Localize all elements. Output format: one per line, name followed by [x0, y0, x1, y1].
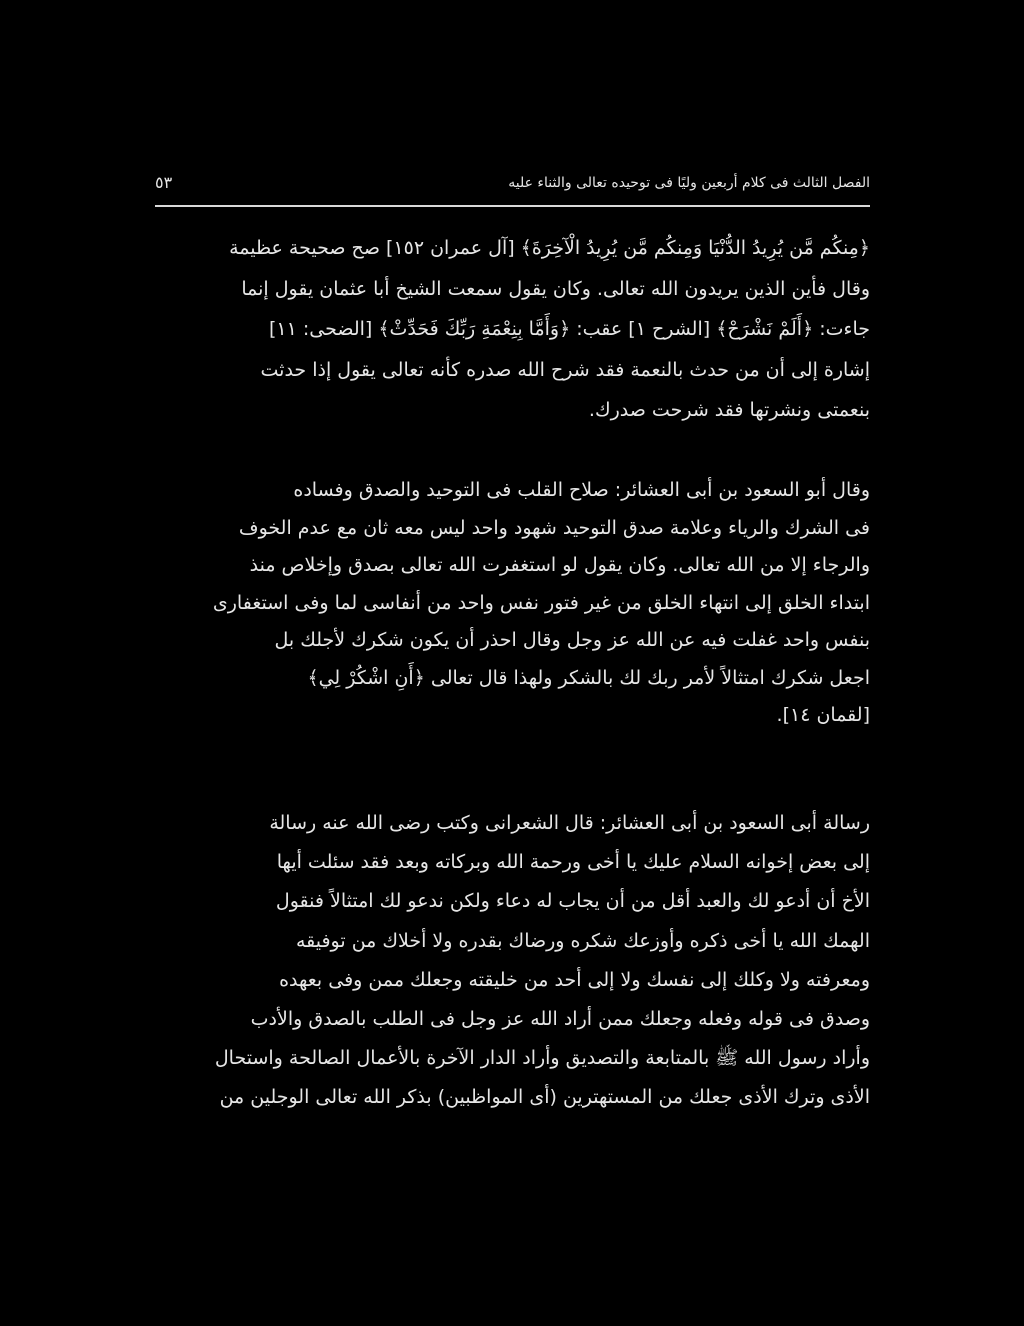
- paragraph-text: رسالة أبى السعود بن أبى العشائر: قال الشعرانى وكتب رضى الله عنه رسالة إلى بعض إخوانه السلام عليك يا أخى ورحمة الله وبركاته وبعد فقد سئلت أيها الأخ أن أدعو لك والعبد أقل من أن يجاب له دعاء ولكن ندعو لك امتثالاً فنقول الهمك الله يا أخى ذكره وأوزعك شكره ورضاك بقدره ولا أخلاك من توفيقه ومعرفته ولا وكلك إلى نفسك ولا إلى أحد من خليقته وجعلك ممن وفى بعهده وصدق فى قوله وفعله وجعلك ممن أراد الله عز وجل فى الطلب بالصدق والأدب وأراد رسول الله ﷺ بالمتابعة والتصديق وأراد الدار الآخرة بالأعمال الصالحة واستحال الأذى وترك الأذى جعلك من المستهترين (أى المواظبين) بذكر الله تعالى الوجلين من: [214, 812, 870, 1109]
- page-number: ٥٣: [155, 173, 173, 192]
- paragraph-1: [155, 228, 870, 431]
- running-header: [155, 170, 870, 196]
- header-divider: [155, 205, 870, 207]
- chapter-title: الفصل الثالث فى كلام أربعين وليًا فى توحيده تعالى والثناء عليه: [508, 175, 870, 191]
- paragraph-2: [155, 472, 870, 735]
- paragraph-text: ﴿مِنكُم مَّن يُرِيدُ الدُّنْيَا وَمِنكُم مَّن يُرِيدُ الْآخِرَةَ﴾ [آل عمران ١٥٢] صح صحيحة عظيمة وقال فأين الذين يريدون الله تعالى. وكان يقول سمعت الشيخ أبا عثمان يقول إنما جاءت: ﴿أَلَمْ نَشْرَحْ﴾ [الشرح ١] عقب: ﴿وَأَمَّا بِنِعْمَةِ رَبِّكَ فَحَدِّثْ﴾ [الضحى: ١١] إشارة إلى أن من حدث بالنعمة فقد شرح الله صدره كأنه تعالى يقول إذا حدثت بنعمتى ونشرتها فقد شرحت صدرك.: [229, 237, 870, 421]
- paragraph-text: وقال أبو السعود بن أبى العشائر: صلاح القلب فى التوحيد والصدق وفساده فى الشرك والرياء وعلامة صدق التوحيد شهود واحد ليس معه ثان مع عدم الخوف والرجاء إلا من الله تعالى. وكان يقول لو استغفرت الله تعالى بصدق وإخلاص منذ ابتداء الخلق إلى انتهاء الخلق من غير فتور نفس واحد من أنفاسى لما وفى استغفارى بنفس واحد غفلت فيه عن الله عز وجل وقال احذر أن يكون شكرك لأجلك بل اجعل شكرك امتثالاً لأمر ربك لك بالشكر ولهذا قال تعالى ﴿أَنِ اشْكُرْ لِي﴾ [لقمان ١٤].: [212, 479, 870, 726]
- paragraph-3: [155, 804, 870, 1118]
